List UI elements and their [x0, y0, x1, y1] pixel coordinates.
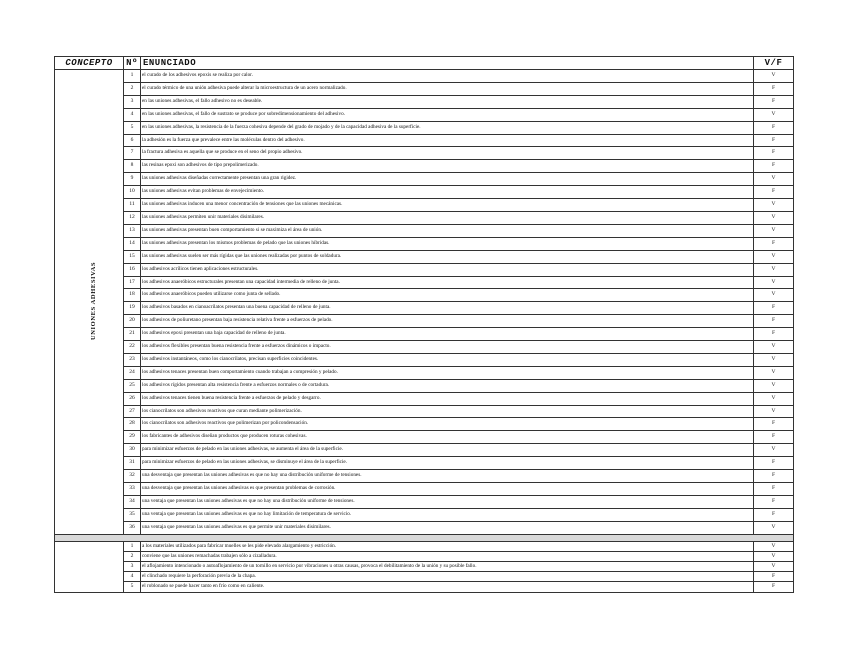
row-vf-answer: V [754, 263, 794, 276]
row-statement: las resinas epoxi son adhesivos de tipo prepolimerizado. [141, 160, 754, 173]
table-row [55, 495, 794, 508]
row-vf-answer: F [754, 134, 794, 147]
table-row [55, 224, 794, 237]
table-row [55, 328, 794, 341]
row-statement: en las uniones adhesivas, el fallo de sustrato se produce por sobredimensionamiento del adhesivo. [141, 108, 754, 121]
row-statement: para minimizar esfuerzos de pelado en las uniones adhesivas, se disminuye el área de la superficie. [141, 457, 754, 470]
row-vf-answer: F [754, 582, 794, 592]
row-statement: los adhesivos anaeróbicos pueden utilizarse como junta de sellado. [141, 289, 754, 302]
row-vf-answer: V [754, 224, 794, 237]
row-vf-answer: F [754, 160, 794, 173]
table-row [55, 457, 794, 470]
row-statement: los cianocrilatos son adhesivos reactivos que polimerizan por policondensación. [141, 418, 754, 431]
row-vf-answer: V [754, 379, 794, 392]
row-statement: una desventaja que presentan las uniones adhesivas es que no hay una distribución uniforme de tensiones. [141, 470, 754, 483]
row-statement: una ventaja que presentan las uniones adhesivas es que no hay una distribución uniforme de tensiones. [141, 495, 754, 508]
row-vf-answer: V [754, 289, 794, 302]
row-vf-answer: F [754, 95, 794, 108]
table-row [55, 418, 794, 431]
table-row [55, 366, 794, 379]
row-statement: el clinchado requiere la perforación previa de la chapa. [141, 572, 754, 582]
row-statement: las uniones adhesivas diseñadas correctamente presentan una gran rigidez. [141, 173, 754, 186]
table-row [55, 582, 794, 592]
row-number: 6 [124, 134, 141, 147]
table-row [55, 541, 794, 551]
row-statement: las uniones adhesivas presentan los mismos problemas de pelado que las uniones híbridas. [141, 237, 754, 250]
row-vf-answer: F [754, 147, 794, 160]
row-vf-answer: F [754, 82, 794, 95]
row-vf-answer: F [754, 495, 794, 508]
table-row [55, 199, 794, 212]
row-number: 17 [124, 276, 141, 289]
row-number: 13 [124, 224, 141, 237]
header-number: Nº [124, 57, 141, 70]
row-statement: la adhesión es la fuerza que prevalece entre las moléculas dentro del adhesivo. [141, 134, 754, 147]
row-vf-answer: V [754, 276, 794, 289]
table-row [55, 95, 794, 108]
row-vf-answer: V [754, 521, 794, 534]
row-statement: los adhesivos epoxi presentan una baja capacidad de relleno de junta. [141, 328, 754, 341]
row-statement: los adhesivos flexibles presentan buena resistencia frente a esfuerzos dinámicos o impacto. [141, 341, 754, 354]
row-vf-answer: F [754, 328, 794, 341]
row-statement: los adhesivos tenaces tienen buena resistencia frente a esfuerzos de pelado y desgarro. [141, 392, 754, 405]
row-number: 11 [124, 199, 141, 212]
row-number: 33 [124, 483, 141, 496]
table-row [55, 483, 794, 496]
row-number: 18 [124, 289, 141, 302]
row-statement: las uniones adhesivas suelen ser más rígidas que las uniones realizadas por puntos de soldadura. [141, 250, 754, 263]
row-statement: las uniones adhesivas evitan problemas de envejecimiento. [141, 186, 754, 199]
table-row [55, 521, 794, 534]
table-row [55, 551, 794, 561]
row-vf-answer: V [754, 70, 794, 83]
row-statement: los adhesivos de poliuretano presentan baja resistencia relativa frente a esfuerzos de pelado. [141, 315, 754, 328]
row-number: 14 [124, 237, 141, 250]
table-row [55, 431, 794, 444]
row-statement: en las uniones adhesivas, la resistencia de la fuerza cohesiva depende del grado de mojado y de la capacidad adhesiva de la superficie. [141, 121, 754, 134]
row-statement: el aflojamiento intencionado o autoaflojamiento de un tornillo en servicio por vibraciones u otras causas, provoca el debilitamiento de la unión y su posible fallo. [141, 562, 754, 572]
row-number: 20 [124, 315, 141, 328]
table-row [55, 250, 794, 263]
header-row [55, 57, 794, 70]
row-number: 7 [124, 147, 141, 160]
table-row [55, 470, 794, 483]
row-vf-answer: V [754, 551, 794, 561]
row-number: 5 [124, 121, 141, 134]
row-number: 12 [124, 211, 141, 224]
row-statement: para minimizar esfuerzos de pelado en las uniones adhesivas, se aumenta el área de la superficie. [141, 444, 754, 457]
row-vf-answer: F [754, 457, 794, 470]
row-statement: los adhesivos basados en cianoacrilatos presentan una buena capacidad de relleno de junta. [141, 302, 754, 315]
row-vf-answer: F [754, 237, 794, 250]
row-vf-answer: F [754, 572, 794, 582]
row-statement: las uniones adhesivas permiten unir materiales disimilares. [141, 211, 754, 224]
row-vf-answer: V [754, 108, 794, 121]
row-number: 1 [124, 541, 141, 551]
row-vf-answer: F [754, 431, 794, 444]
row-vf-answer: V [754, 562, 794, 572]
row-number: 16 [124, 263, 141, 276]
row-vf-answer: F [754, 186, 794, 199]
section-mechanical-joints [55, 541, 794, 592]
table-row [55, 341, 794, 354]
row-statement: los adhesivos tenaces presentan buen comportamiento cuando trabajan a compresión y pelado. [141, 366, 754, 379]
row-statement: los adhesivos anaeróbicos estructurales presentan una capacidad intermedia de relleno de junta. [141, 276, 754, 289]
row-vf-answer: F [754, 470, 794, 483]
row-vf-answer: F [754, 418, 794, 431]
table-row [55, 160, 794, 173]
table-row [55, 444, 794, 457]
row-number: 31 [124, 457, 141, 470]
table-row [55, 237, 794, 250]
header-concept: CONCEPTO [55, 57, 124, 70]
row-vf-answer: V [754, 173, 794, 186]
row-number: 23 [124, 353, 141, 366]
table-row [55, 211, 794, 224]
table-row [55, 353, 794, 366]
row-vf-answer: V [754, 353, 794, 366]
row-number: 9 [124, 173, 141, 186]
row-vf-answer: F [754, 315, 794, 328]
row-number: 19 [124, 302, 141, 315]
header-statement: ENUNCIADO [141, 57, 754, 70]
table-row [55, 186, 794, 199]
row-statement: a los materiales utilizados para fabricar muelles se les pide elevado alargamiento y estricción. [141, 541, 754, 551]
row-number: 2 [124, 82, 141, 95]
row-number: 4 [124, 572, 141, 582]
row-statement: una ventaja que presentan las uniones adhesivas es que no hay limitación de temperatura de servicio. [141, 508, 754, 521]
row-number: 30 [124, 444, 141, 457]
table-row [55, 315, 794, 328]
row-number: 21 [124, 328, 141, 341]
section-uniones-adhesivas [55, 70, 794, 535]
row-number: 35 [124, 508, 141, 521]
row-vf-answer: F [754, 508, 794, 521]
table-row [55, 134, 794, 147]
row-vf-answer: V [754, 366, 794, 379]
row-number: 27 [124, 405, 141, 418]
table-row [55, 147, 794, 160]
row-statement: el curado de los adhesivos epoxis se realiza por calor. [141, 70, 754, 83]
table-row [55, 302, 794, 315]
row-number: 4 [124, 108, 141, 121]
row-statement: los adhesivos rígidos presentan alta resistencia frente a esfuerzos normales o de cortadura. [141, 379, 754, 392]
row-number: 25 [124, 379, 141, 392]
header-vf: V/F [754, 57, 794, 70]
row-number: 34 [124, 495, 141, 508]
concept-label: UNIONES ADHESIVAS [90, 262, 98, 341]
row-number: 22 [124, 341, 141, 354]
row-number: 8 [124, 160, 141, 173]
table-row [55, 508, 794, 521]
row-statement: las uniones adhesivas inducen una menor concentración de tensiones que las uniones mecánicas. [141, 199, 754, 212]
table-row [55, 289, 794, 302]
row-vf-answer: V [754, 444, 794, 457]
row-number: 2 [124, 551, 141, 561]
table-row [55, 572, 794, 582]
concept-cell [55, 70, 124, 535]
row-statement: en las uniones adhesivas, el fallo adhesivo no es deseable. [141, 95, 754, 108]
table-row [55, 263, 794, 276]
row-vf-answer: V [754, 250, 794, 263]
row-vf-answer: F [754, 483, 794, 496]
row-number: 36 [124, 521, 141, 534]
table-row [55, 392, 794, 405]
table-row [55, 405, 794, 418]
row-vf-answer: V [754, 199, 794, 212]
row-statement: el roblonado se puede hacer tanto en frío como en caliente. [141, 582, 754, 592]
row-statement: los cianocrilatos son adhesivos reactivos que curan mediante polimerización. [141, 405, 754, 418]
row-number: 5 [124, 582, 141, 592]
row-statement: los adhesivos instantáneos, como los cianocrilatos, precisan superficies coincidentes. [141, 353, 754, 366]
concept-cell [55, 541, 124, 592]
statements-table [54, 56, 794, 593]
row-vf-answer: F [754, 302, 794, 315]
row-statement: el curado térmico de una unión adhesiva puede alterar la microestructura de un acero normalizado. [141, 82, 754, 95]
separator-row [55, 534, 794, 541]
row-number: 32 [124, 470, 141, 483]
row-vf-answer: V [754, 541, 794, 551]
section-separator [55, 534, 794, 541]
row-number: 28 [124, 418, 141, 431]
row-number: 3 [124, 95, 141, 108]
row-vf-answer: F [754, 121, 794, 134]
row-vf-answer: V [754, 392, 794, 405]
statements-sheet [54, 56, 794, 593]
row-number: 15 [124, 250, 141, 263]
table-row [55, 562, 794, 572]
row-number: 1 [124, 70, 141, 83]
row-statement: los fabricantes de adhesivos diseñan productos que producen roturas cohesivas. [141, 431, 754, 444]
row-statement: una ventaja que presentan las uniones adhesivas es que permite unir materiales disimilares. [141, 521, 754, 534]
row-statement: las uniones adhesivas presentan buen comportamiento si se maximiza el área de unión. [141, 224, 754, 237]
table-row [55, 70, 794, 83]
table-row [55, 379, 794, 392]
row-statement: conviene que las uniones remachadas trabajen sólo a cizalladura. [141, 551, 754, 561]
row-number: 26 [124, 392, 141, 405]
table-row [55, 82, 794, 95]
table-row [55, 108, 794, 121]
table-row [55, 276, 794, 289]
row-statement: una desventaja que presentan las uniones adhesivas es que presentan problemas de corrosión. [141, 483, 754, 496]
row-number: 29 [124, 431, 141, 444]
table-row [55, 121, 794, 134]
row-number: 24 [124, 366, 141, 379]
row-number: 10 [124, 186, 141, 199]
row-vf-answer: V [754, 405, 794, 418]
row-number: 3 [124, 562, 141, 572]
row-vf-answer: V [754, 211, 794, 224]
table-row [55, 173, 794, 186]
row-statement: los adhesivos acrílicos tienen aplicaciones estructurales. [141, 263, 754, 276]
row-vf-answer: V [754, 341, 794, 354]
row-statement: la fractura adhesiva es aquella que se produce en el seno del propio adhesivo. [141, 147, 754, 160]
